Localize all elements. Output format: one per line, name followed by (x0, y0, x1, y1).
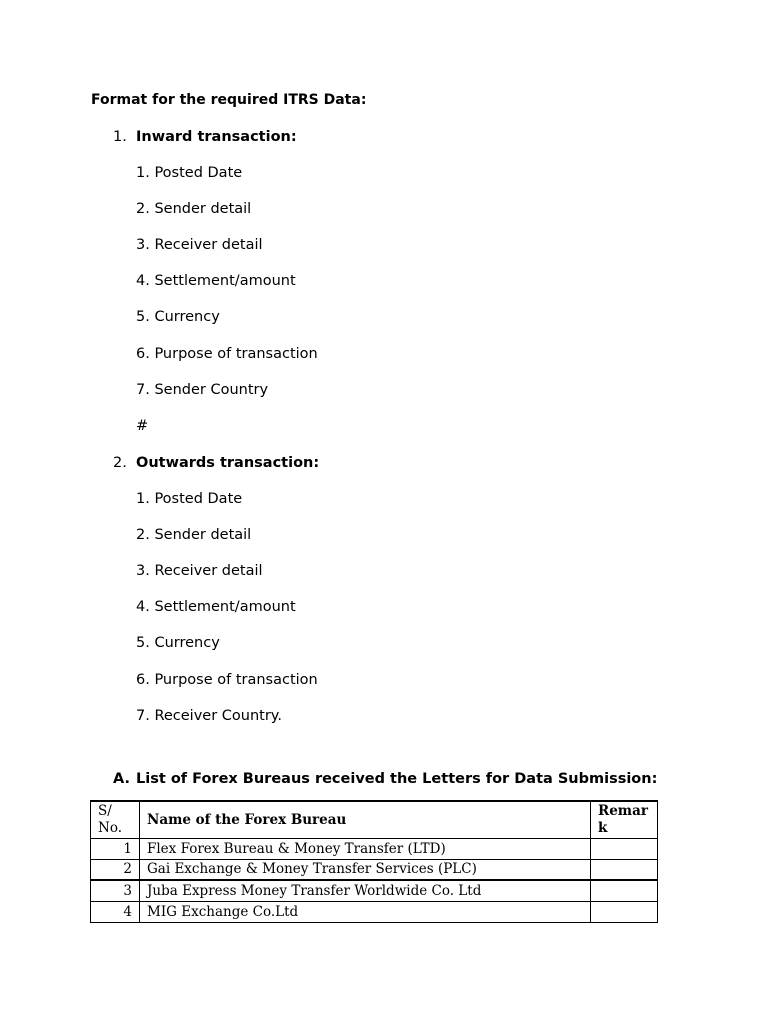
cell-remark (591, 838, 658, 859)
cell-remark (591, 859, 658, 880)
list-item: 3. Receiver detail (136, 563, 263, 579)
header-sno (91, 801, 140, 838)
section-title-inward: Inward transaction: (136, 129, 297, 145)
header-sno-line1: S/ (98, 802, 112, 819)
table-header-row (91, 801, 658, 838)
table-row (91, 838, 658, 859)
section-title-outward: Outwards transaction: (136, 455, 320, 471)
cell-name: MIG Exchange Co.Ltd (140, 901, 591, 922)
cell-sno: 4 (91, 901, 140, 922)
header-remark (591, 801, 658, 838)
table-row (91, 880, 658, 901)
cell-remark (591, 880, 658, 901)
table-section-title: List of Forex Bureaus received the Letters for Data Submission: (136, 771, 658, 787)
list-item: 6. Purpose of transaction (136, 346, 318, 362)
list-item: 2. Sender detail (136, 201, 252, 217)
list-item: 5. Currency (136, 635, 220, 651)
list-item: 2. Sender detail (136, 527, 252, 543)
header-name: Name of the Forex Bureau (140, 801, 591, 838)
table-section-number: A. (113, 771, 130, 787)
cell-remark (591, 901, 658, 922)
list-item: 7. Receiver Country. (136, 708, 282, 724)
list-item: 3. Receiver detail (136, 237, 263, 253)
header-sno-line2: No. (98, 819, 122, 836)
forex-bureau-table (90, 800, 658, 923)
table-row (91, 859, 658, 880)
cell-name: Juba Express Money Transfer Worldwide Co. Ltd (140, 880, 591, 901)
table-row (91, 901, 658, 922)
list-item: 1. Posted Date (136, 491, 243, 507)
list-item: 6. Purpose of transaction (136, 672, 318, 688)
list-item: 5. Currency (136, 309, 220, 325)
header-remark-line1: Remar (598, 802, 648, 819)
cell-sno: 2 (91, 859, 140, 880)
list-item: 4. Settlement/amount (136, 599, 296, 615)
header-remark-line2: k (598, 819, 608, 836)
cell-name: Flex Forex Bureau & Money Transfer (LTD) (140, 838, 591, 859)
section-number: 2. (113, 455, 127, 471)
cell-name: Gai Exchange & Money Transfer Services (PLC) (140, 859, 591, 880)
section-number: 1. (113, 129, 127, 145)
list-item: 1. Posted Date (136, 165, 243, 181)
cell-sno: 3 (91, 880, 140, 901)
cell-sno: 1 (91, 838, 140, 859)
list-item: 4. Settlement/amount (136, 273, 296, 289)
document-heading: Format for the required ITRS Data: (91, 92, 367, 108)
list-item: 7. Sender Country (136, 382, 269, 398)
list-item: # (136, 418, 149, 434)
